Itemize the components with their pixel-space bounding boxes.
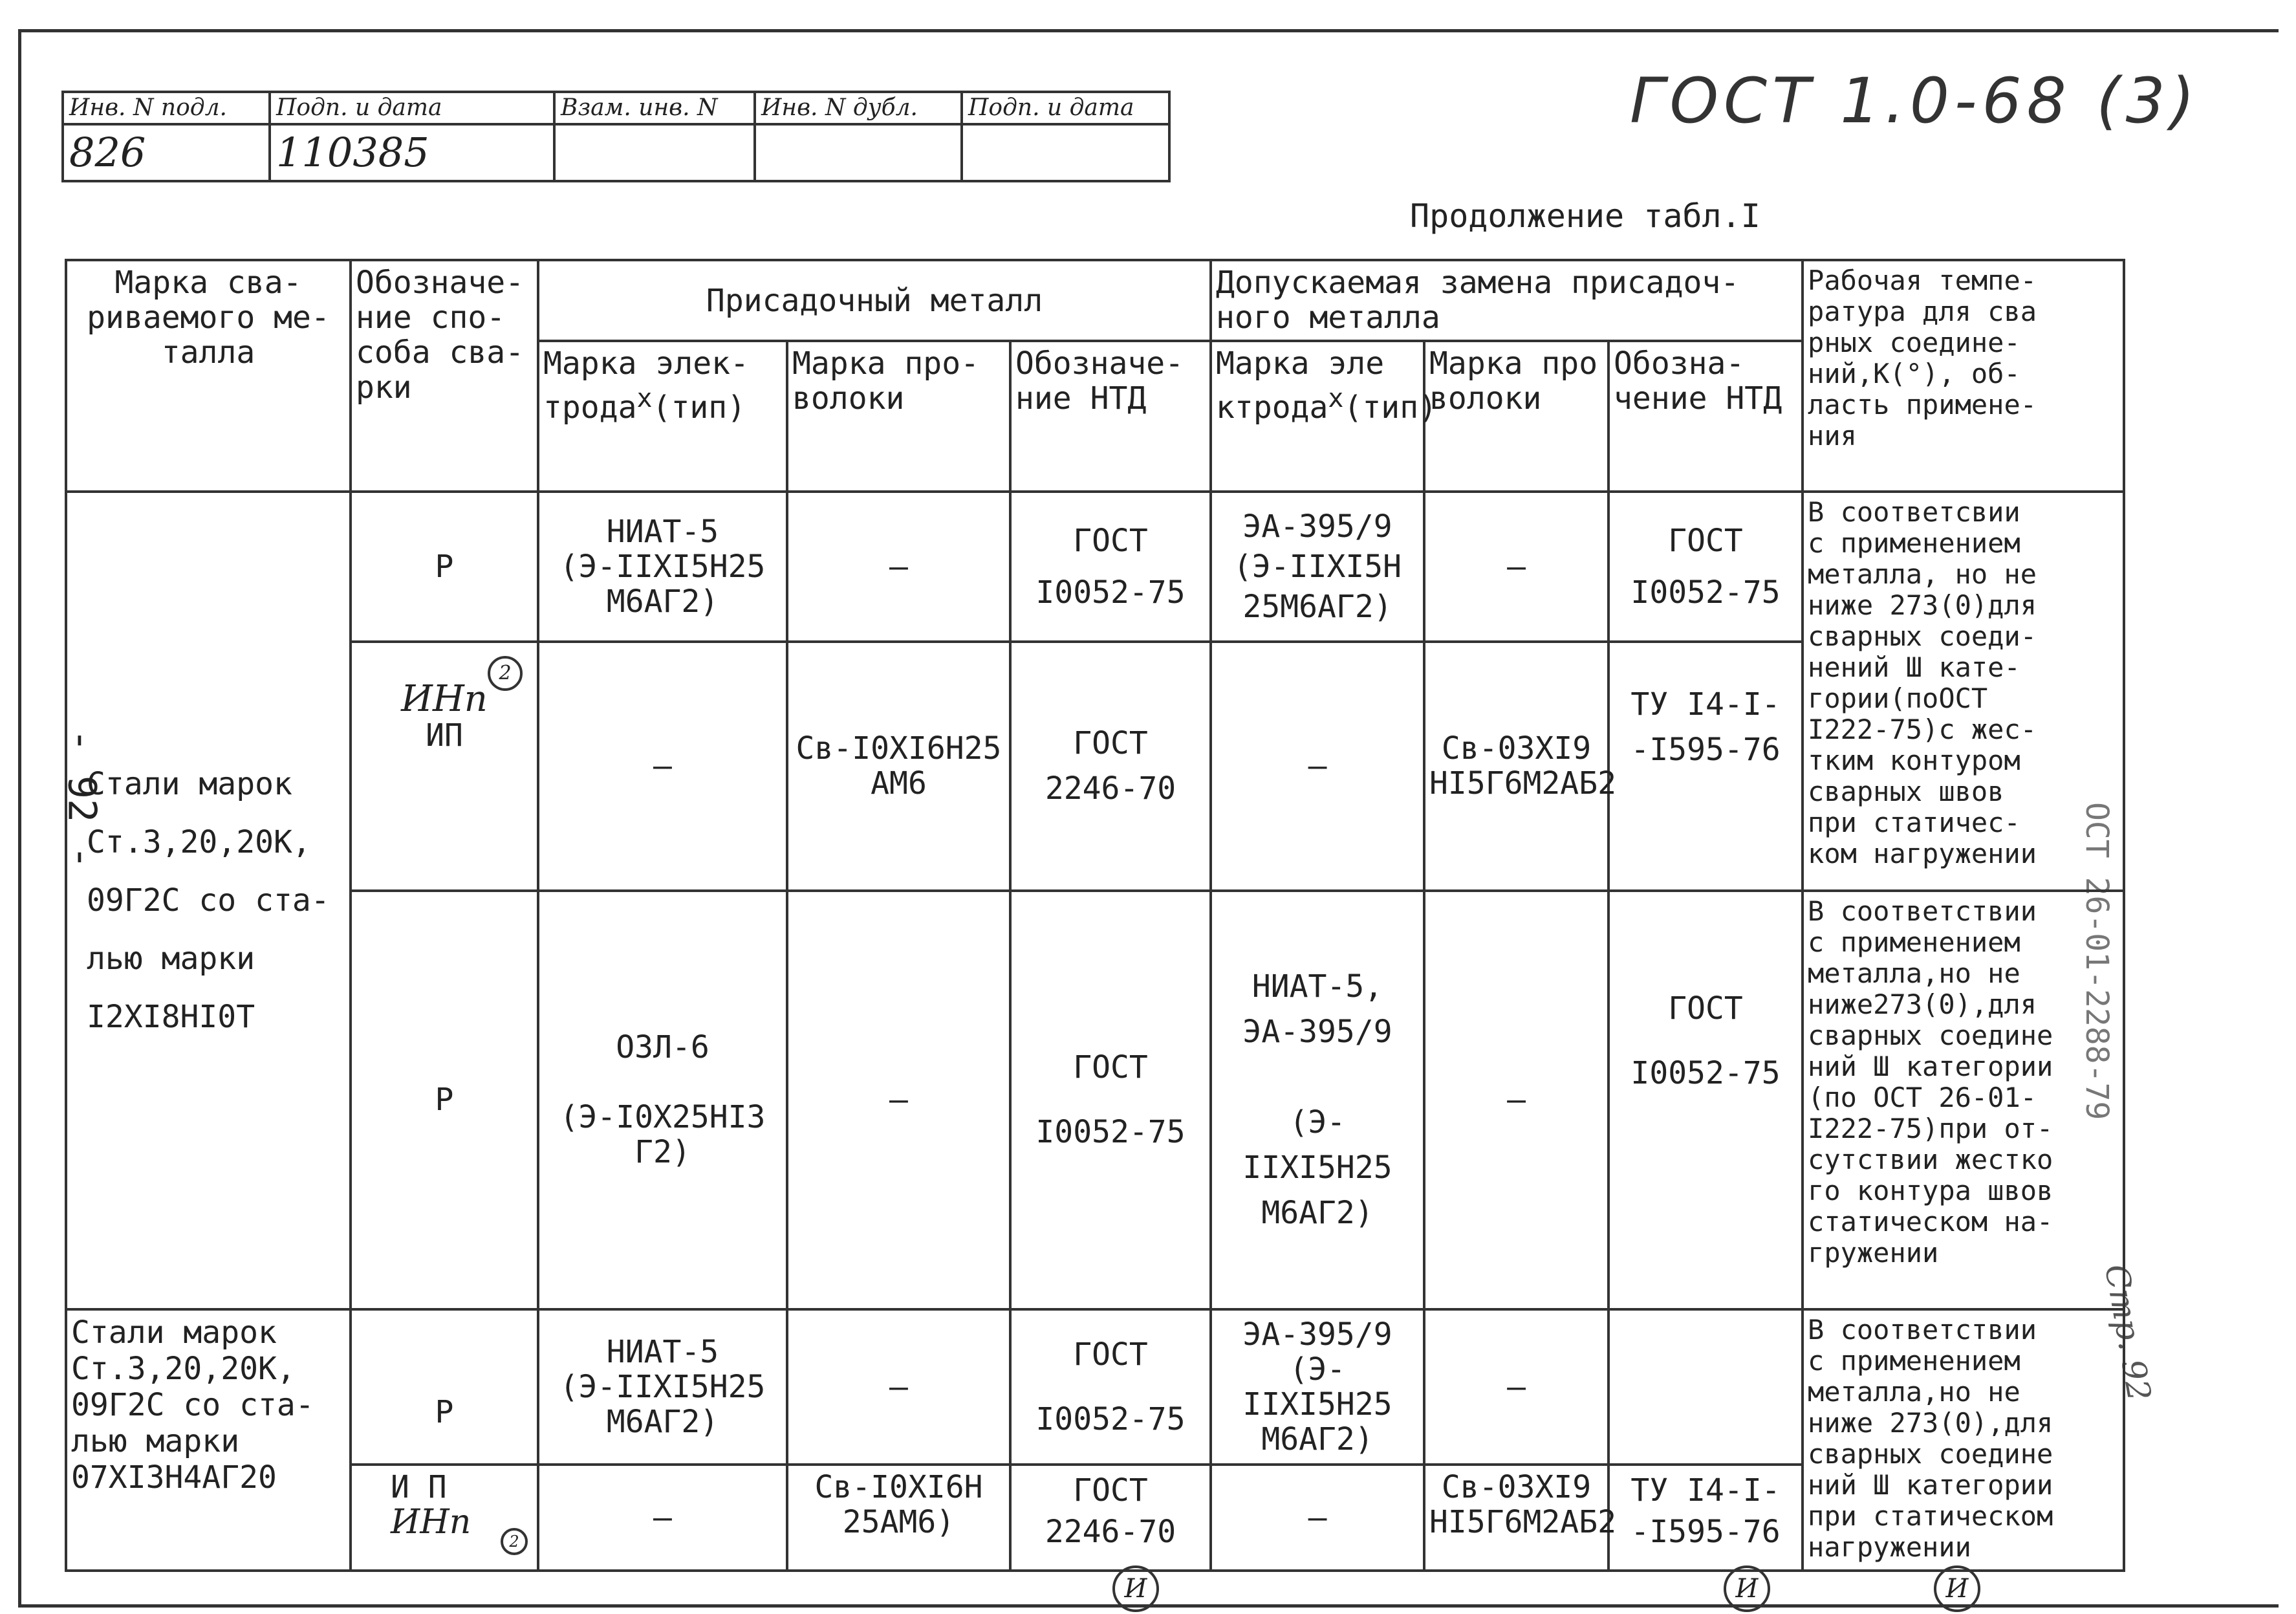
r-ntd-cell: ТУ I4-I- -I595-76 xyxy=(1608,642,1803,890)
r-wire-cell: Св-03XI9 HI5Г6М2АБ2 xyxy=(1424,1465,1608,1571)
application-cell: В соответствии с применением металла,но не ниже 273(0),для сварных соедине ний Ш категории при статическом нагружении xyxy=(1803,1309,2124,1571)
steel-group-2: Стали марок Ст.3,20,20К, 09Г2С со ста- лью марки 07XI3H4AГ20 xyxy=(66,1309,351,1571)
side-page-label: Стр. 92 xyxy=(2097,1261,2159,1404)
header-wire: Марка про- волоки xyxy=(787,341,1010,492)
electrode-cell: ОЗЛ-6 (Э-I0X25HI3 Г2) xyxy=(538,891,787,1309)
stamp-header: Инв. N дубл. xyxy=(755,92,962,124)
steel-group-1: Стали марок Ст.3,20,20К, 09Г2С со ста- лью марки I2XI8HI0T xyxy=(66,492,351,1309)
doc-code: ГОСТ 1.0-68 (3) xyxy=(1630,65,2200,137)
method-cell xyxy=(351,1465,538,1571)
header-r-electrode: Марка эле ктрода$^х$(тип) xyxy=(1211,341,1424,492)
method-cell: Р xyxy=(351,891,538,1309)
r-wire-cell: — xyxy=(1424,891,1608,1309)
application-cell: В соответствии с применением металла,но не ниже273(0),для сварных соедине ний Ш категории (по ОСТ 26-01- I222-75)при от- сутствии жестко го контура швов статическом на- гружении xyxy=(1803,891,2124,1309)
method-cell: Р xyxy=(351,1309,538,1465)
r-wire-cell: — xyxy=(1424,492,1608,642)
footer-mark: И xyxy=(1112,1565,1159,1612)
continuation-label: Продолжение табл.I xyxy=(1410,197,1760,235)
header-r-wire: Марка про волоки xyxy=(1424,341,1608,492)
ntd-cell: ГОСТ I0052-75 xyxy=(1010,891,1211,1309)
header-filler-metal: Присадочный металл xyxy=(538,260,1211,341)
r-electrode-cell: НИАТ-5, ЭА-395/9 (Э-IIXI5H25 М6АГ2) xyxy=(1211,891,1424,1309)
application-cell: В соответсвии с применением металла, но не ниже 273(0)для сварных соеди- нений Ш кате- гории(поОСТ I222-75)с жес- тким контуром сварных швов при статичес- ком нагружении xyxy=(1803,492,2124,891)
wire-cell: — xyxy=(787,492,1010,642)
r-ntd-cell: ГОСТ I0052-75 xyxy=(1608,891,1803,1309)
r-electrode-cell: — xyxy=(1211,1465,1424,1571)
header-welding-method: Обозначе- ние спо- соба сва- рки xyxy=(351,260,538,492)
page-number: - 92 - xyxy=(59,728,105,869)
wire-cell: — xyxy=(787,1309,1010,1465)
header-ntd: Обозначе- ние НТД xyxy=(1010,341,1211,492)
method-text: И П xyxy=(391,1469,447,1506)
stamp-header: Инв. N подл. xyxy=(63,92,270,124)
welding-table xyxy=(65,259,2125,1572)
header-r-ntd: Обозна- чение НТД xyxy=(1608,341,1803,492)
header-electrode: Марка элек- трода$^х$(тип) xyxy=(538,341,787,492)
r-electrode-cell: — xyxy=(1211,642,1424,890)
header-application: Рабочая темпе- ратура для сва рных соедине- ний,К(°), об- ласть примене- ния xyxy=(1803,260,2124,492)
footer-mark: И xyxy=(1724,1565,1770,1612)
stamp-header: Подп. и дата xyxy=(962,92,1169,124)
r-electrode-cell: ЭА-395/9 (Э-IIXI5H25 М6АГ2) xyxy=(1211,1309,1424,1465)
ntd-cell: ГОСТ 2246-70 xyxy=(1010,642,1211,890)
method-text: ИП xyxy=(426,717,463,754)
wire-cell: Св-I0XI6H25 АМ6 xyxy=(787,642,1010,890)
electrode-cell: — xyxy=(538,1465,787,1571)
handwritten-method: ИНп xyxy=(401,678,488,721)
stamp-header: Подп. и дата xyxy=(270,92,554,124)
side-document-code: ОСТ 26-01-2288-79 xyxy=(2079,802,2115,1120)
ntd-cell: ГОСТ I0052-75 xyxy=(1010,1309,1211,1465)
method-cell xyxy=(351,642,538,890)
r-ntd-cell: ГОСТ I0052-75 xyxy=(1608,492,1803,642)
stamp-inv-number: 826 xyxy=(63,124,270,181)
electrode-cell: НИАТ-5 (Э-IIXI5H25 М6АГ2) xyxy=(538,492,787,642)
note-circle: 2 xyxy=(501,1528,528,1555)
r-ntd-cell: ТУ I4-I- -I595-76 xyxy=(1608,1465,1803,1571)
stamp-signature-date: 110385 xyxy=(270,124,554,181)
stamp-empty xyxy=(755,124,962,181)
header-replacement: Допускаемая замена присадоч- ного металла xyxy=(1211,260,1803,341)
inventory-stamp xyxy=(61,91,1171,180)
electrode-cell: НИАТ-5 (Э-IIXI5H25 М6АГ2) xyxy=(538,1309,787,1465)
handwritten-method: ИНп xyxy=(391,1503,471,1542)
footer-mark: И xyxy=(1934,1565,1980,1612)
wire-cell: Св-I0XI6H 25АМ6) xyxy=(787,1465,1010,1571)
ntd-cell: ГОСТ I0052-75 xyxy=(1010,492,1211,642)
note-circle: 2 xyxy=(488,656,523,691)
header-steel-grade: Марка сва- риваемого ме- талла xyxy=(66,260,351,492)
r-electrode-cell: ЭА-395/9 (Э-IIXI5H 25М6АГ2) xyxy=(1211,492,1424,642)
stamp-header: Взам. инв. N xyxy=(554,92,755,124)
r-wire-cell: Св-03XI9 HI5Г6М2АБ2 xyxy=(1424,642,1608,890)
r-ntd-cell xyxy=(1608,1309,1803,1465)
electrode-cell: — xyxy=(538,642,787,890)
method-cell: Р xyxy=(351,492,538,642)
stamp-empty xyxy=(962,124,1169,181)
r-wire-cell: — xyxy=(1424,1309,1608,1465)
ntd-cell: ГОСТ 2246-70 xyxy=(1010,1465,1211,1571)
wire-cell: — xyxy=(787,891,1010,1309)
stamp-empty xyxy=(554,124,755,181)
